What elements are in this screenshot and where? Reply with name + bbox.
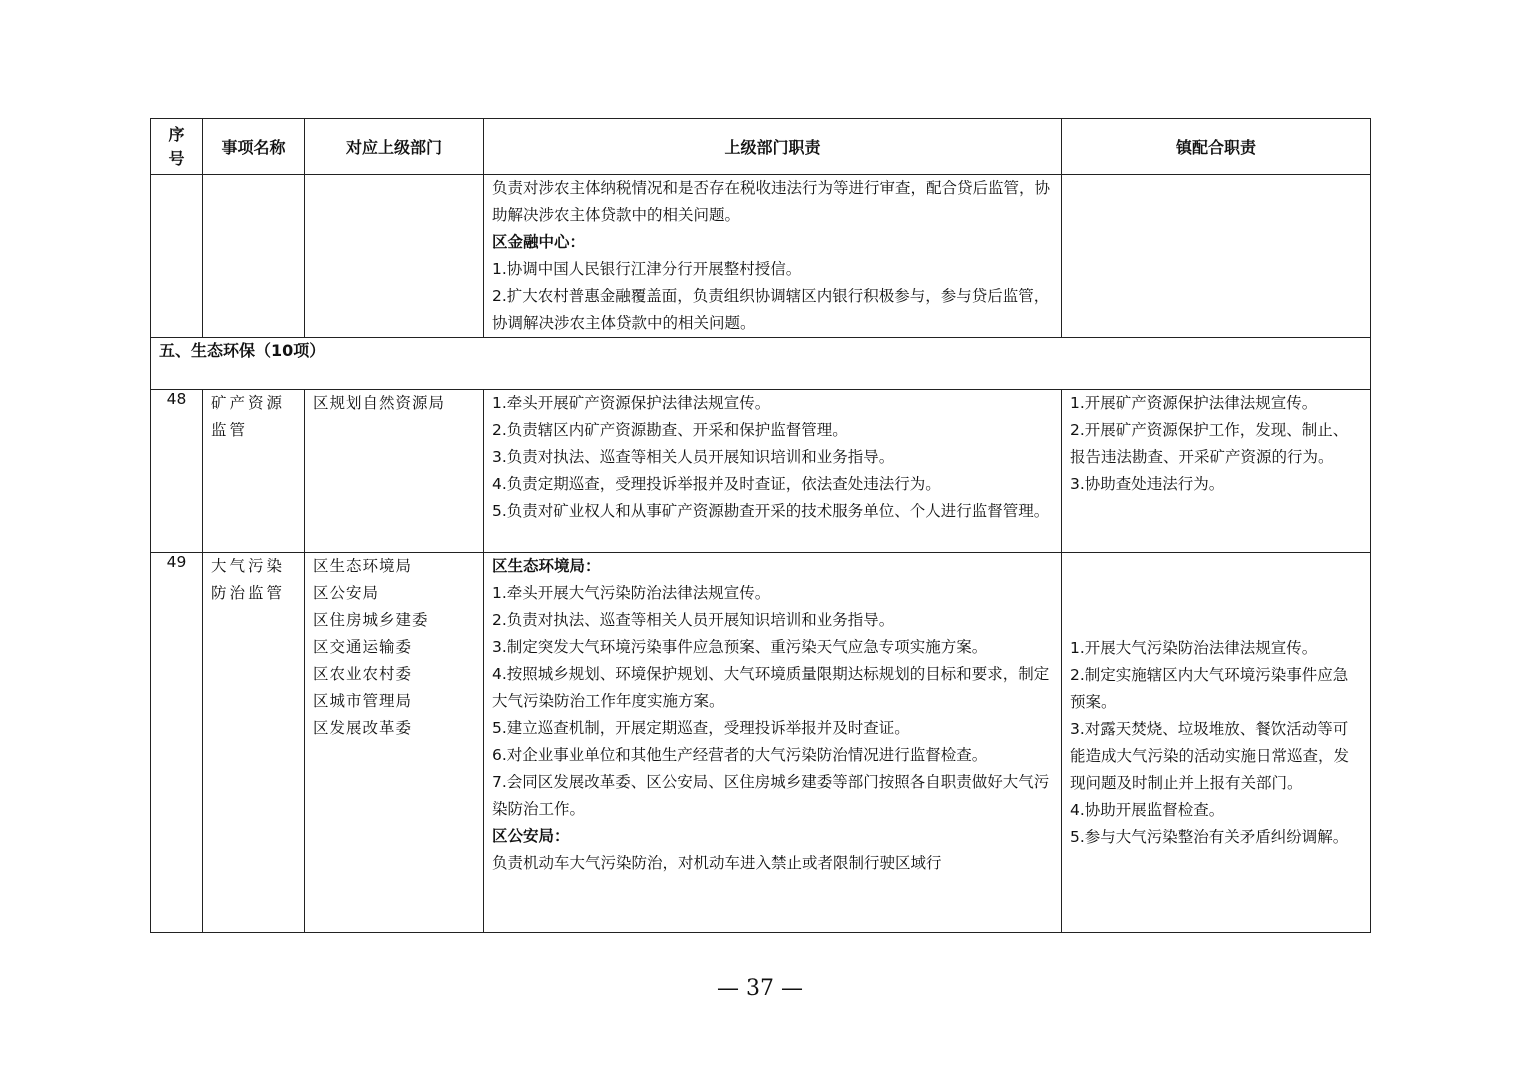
table-row bbox=[151, 390, 1371, 553]
section-row bbox=[151, 338, 1371, 390]
duty-line: 7.会同区发展改革委、区公安局、区住房城乡建委等部门按照各自职责做好大气污染防治工作。 bbox=[492, 773, 1050, 818]
town-duty-line: 1.开展大气污染防治法律法规宣传。 bbox=[1070, 638, 1318, 657]
dept-line: 区发展改革委 bbox=[313, 719, 413, 737]
header-superior-duties: 上级部门职责 bbox=[484, 119, 1062, 175]
dept-line: 区公安局 bbox=[313, 584, 380, 602]
cell-dept bbox=[305, 175, 484, 338]
table-header-row bbox=[151, 119, 1371, 175]
duty-line: 5.建立巡查机制，开展定期巡查，受理投诉举报并及时查证。 bbox=[492, 719, 910, 737]
town-duty-line: 5.参与大气污染整治有关矛盾纠纷调解。 bbox=[1070, 827, 1349, 846]
section-title: 五、生态环保（10项） bbox=[151, 338, 1371, 390]
header-item-name: 事项名称 bbox=[203, 119, 305, 175]
town-duty-line: 2.制定实施辖区内大气环境污染事件应急预案。 bbox=[1070, 665, 1349, 711]
cell-dept bbox=[305, 553, 484, 933]
table-row bbox=[151, 553, 1371, 933]
dept-line: 区交通运输委 bbox=[313, 638, 413, 656]
dept-line: 区住房城乡建委 bbox=[313, 611, 429, 629]
cell-upper-duties bbox=[484, 390, 1062, 553]
town-duty-line: 1.开展矿产资源保护法律法规宣传。 bbox=[1070, 394, 1318, 412]
duty-line: 2.负责对执法、巡查等相关人员开展知识培训和业务指导。 bbox=[492, 611, 895, 629]
duty-line: 1.牵头开展大气污染防治法律法规宣传。 bbox=[492, 584, 771, 602]
duty-line: 3.负责对执法、巡查等相关人员开展知识培训和业务指导。 bbox=[492, 448, 895, 466]
town-duty-line: 2.开展矿产资源保护工作，发现、制止、报告违法勘查、开采矿产资源的行为。 bbox=[1070, 421, 1349, 466]
dept-line: 区规划自然资源局 bbox=[313, 394, 446, 412]
duties-table bbox=[150, 118, 1371, 933]
duty-line: 5.负责对矿业权人和从事矿产资源勘查开采的技术服务单位、个人进行监督管理。 bbox=[492, 502, 1050, 520]
header-seq: 序 号 bbox=[151, 119, 203, 175]
dept-line: 区农业农村委 bbox=[313, 665, 413, 683]
table-row-continued bbox=[151, 175, 1371, 338]
cell-town-duties bbox=[1062, 390, 1371, 553]
duty-line: 负责机动车大气污染防治，对机动车进入禁止或者限制行驶区域行 bbox=[492, 854, 942, 872]
cell-dept bbox=[305, 390, 484, 553]
cell-town-duties bbox=[1062, 553, 1371, 933]
duty-line: 3.制定突发大气环境污染事件应急预案、重污染天气应急专项实施方案。 bbox=[492, 638, 988, 656]
duty-line: 1.牵头开展矿产资源保护法律法规宣传。 bbox=[492, 394, 771, 412]
duty-line: 区生态环境局： bbox=[492, 557, 601, 575]
header-superior-dept: 对应上级部门 bbox=[305, 119, 484, 175]
dept-line: 区城市管理局 bbox=[313, 692, 413, 710]
duty-line: 2.负责辖区内矿产资源勘查、开采和保护监督管理。 bbox=[492, 421, 848, 439]
duty-line: 2.扩大农村普惠金融覆盖面，负责组织协调辖区内银行积极参与，参与贷后监管，协调解决涉农主体贷款中的相关问题。 bbox=[492, 287, 1050, 332]
cell-upper-duties bbox=[484, 553, 1062, 933]
duty-line: 1.协调中国人民银行江津分行开展整村授信。 bbox=[492, 260, 802, 278]
town-duty-line: 3.对露天焚烧、垃圾堆放、餐饮活动等可能造成大气污染的活动实施日常巡查，发现问题及时制止并上报有关部门。 bbox=[1070, 719, 1350, 792]
duty-line: 6.对企业事业单位和其他生产经营者的大气污染防治情况进行监督检查。 bbox=[492, 746, 988, 764]
cell-name bbox=[203, 175, 305, 338]
duty-line: 4.按照城乡规划、环境保护规划、大气环境质量限期达标规划的目标和要求，制定大气污染防治工作年度实施方案。 bbox=[492, 665, 1050, 710]
cell-upper-duties bbox=[484, 175, 1062, 338]
page-number: — 37 — bbox=[717, 976, 803, 1001]
town-duty-line: 4.协助开展监督检查。 bbox=[1070, 800, 1225, 819]
cell-seq: 49 bbox=[151, 553, 203, 933]
cell-seq: 48 bbox=[151, 390, 203, 553]
duty-line: 4.负责定期巡查，受理投诉举报并及时查证，依法查处违法行为。 bbox=[492, 475, 941, 493]
duty-line: 负责对涉农主体纳税情况和是否存在税收违法行为等进行审查，配合贷后监管，协助解决涉农主体贷款中的相关问题。 bbox=[492, 179, 1051, 224]
town-duty-line: 3.协助查处违法行为。 bbox=[1070, 475, 1225, 493]
dept-line: 区生态环境局 bbox=[313, 557, 413, 575]
cell-seq bbox=[151, 175, 203, 338]
cell-name: 大气污染防治监管 bbox=[203, 553, 305, 933]
header-town-duties: 镇配合职责 bbox=[1062, 119, 1371, 175]
cell-name: 矿产资源监管 bbox=[203, 390, 305, 553]
cell-town-duties bbox=[1062, 175, 1371, 338]
duty-line: 区公安局： bbox=[492, 827, 570, 845]
duty-line: 区金融中心： bbox=[492, 233, 586, 251]
